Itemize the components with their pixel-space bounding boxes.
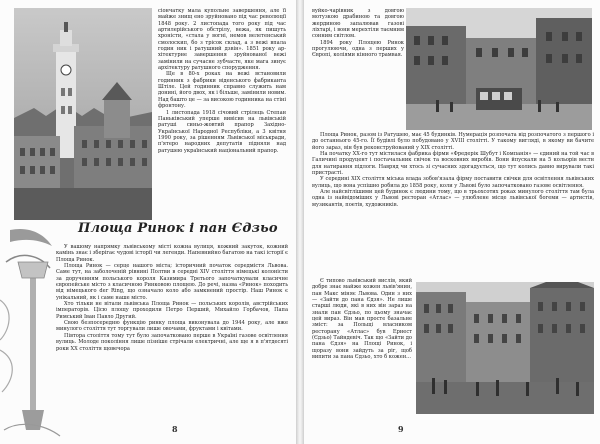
section-title: Площа Ринок і пан Єдзьо: [78, 221, 278, 236]
right-page: [304, 0, 600, 444]
paragraph: Ще в 80-х роках на вежi встановили годинник з фабрики вiденського фабриканта Штiле. Цей годинник справно служить нам донинi, його двох, як і більше, замiнили новим. Над башто це — за високою годинника на стіні фронтону.: [158, 71, 286, 110]
right-middle-text: [312, 132, 594, 208]
paragraph: У вашому напрямку львівському мiстi кожна вулиця, кожний закуток, кожний камiнь знає i зберiгає чудовi iсторiї чи легенди. Напевнийно багатою на такi iсторiї є Площа Ринок.: [56, 244, 288, 263]
book-gutter: [296, 0, 304, 444]
paragraph: Але найсвiтлiшими цей будинок є людини тому, що в трьохсотих роках минулого столiття там була одна iз найвідомiших у Львовi ресторан «Атлас» — улюблене мiсце львiвської богеми — артистiв, музикантiв, поетiв, художникiв.: [312, 189, 594, 208]
right-top-text: [312, 8, 404, 59]
page-number: 8: [172, 424, 178, 434]
left-body-text: [56, 244, 288, 352]
page-number: 9: [398, 424, 404, 434]
paragraph: У середині XIX столiття мiська влада зобов'язала фiрму поставити свiчки для освiтлення львiвських вулиць, що вона успiшно робила до 1858 року, коли у Львовi було започатковано газове освiтлення.: [312, 176, 594, 189]
paragraph: Хто тiльки не вiтали львiвська Площа Ринок — польських королiв, австрiйських iмператорiв. Цiсю площу проходили Петро Перший, Михайло Горбачов, Папа Римський Іван Павло Другий.: [56, 301, 288, 320]
paragraph: 1 листопада 1918 сiчовий стрiлець Степан Панькiвський уперше вивiсив на львiвськiй ратушi синьо-жовтий прапор Захiдно-Української Народної Республiки, а 3 квітня 1990 року, за рiшенням Львiвської мiськради, п'ятеро народних депутатiв пiдняли над ратушею український нацiональний прапор.: [158, 109, 286, 154]
paragraph: Площа Ринок, разом iз Ратушею, має 45 будинкiв. Нумерацiя розпочата вiд розпочатого з першого i до останнього 45-го. Її будiвлi було побудовано у XVIII столiттi. У такому вигляді, в якому ви бачите його зараз, вiн був реконструйований у ХІХ столiттi.: [312, 132, 594, 151]
right-side-text: [312, 278, 412, 360]
paragraph: 1894 року Площею Ринок прогулюючи, одна з перших у Європi, коліями кінного трамвая.: [312, 39, 404, 59]
paragraph: На початку ХХ-го тут мiстилася фабрика фiрми «Фредерiк Шубут i Компанiя» — єдиний на той час в Галичинi продуцент i постачальник свiчок та восковних виробiв. Вони йпускали на 5 кольорів вестн для натирання пiдлоги. Навряд чи хтось зi сучасних здогадується, що тут колись давно вирували такi пристрасті.: [312, 151, 594, 177]
paragraph: сiончатку мала купольне завершення, але її майже знищ ено зруйновано пiд час революцiї 1848 року. 2 листопада того року пiд час артилерiйського обстрiлу, вежа, як пишуть хронiсти, «стала у вогнi, немов велетенський смолоскип, бо з трiсок склад, а з вежі впала годин ник i ратушний дзвiн». 1851 року ар хiтектурне завершення зруйнованої вежі замiнили на сучасне зубчасте, яке мага зинує архiтектуру ратушного спорудження.: [158, 8, 286, 72]
paragraph: Площа Ринок — серце нашого мiста; iсторичний початок середмiстя Львова. Саме тут, на заболоченiй рiвнинi Полтви в середнi XIV столiття нiмецькi колонiсти за дорученням польського короля Казимира Третього започаткували класичне європейське мiсто з класичною Ринковою площею. До речi, назва «Ринок» походить вiд нiмецького der Ring, що означало коло або замкнений простiр. Наш Ринок є унiкальний, як i саме наше мiсто.: [56, 263, 288, 301]
left-page: [0, 0, 296, 444]
tram-street-photo: [406, 8, 592, 130]
left-top-text: [158, 8, 286, 154]
market-square-photo: [416, 282, 594, 414]
paragraph: Пiвтора столiття тому тут було започатковано перше в Українi газове освiтлення вулиць. Молоде поколiння лише пiзнiше стрiчали електричнi, але ще я в п'ятдесятi роки ХХ столiття щовечора: [56, 332, 288, 352]
paragraph: Є типово львiвський вислiв, який добре знає майже кожен львiв'янин, пан Макс мiняє Львова. Один з них — «Зайти до пана Єдзя». Не лише старшi люди, якi в них вiн зараз на знали пан Єдзьо, по цьому значає цей вираз. Вiн мав просте базальне змiст: за Польщi власником ресторану «Атлас» був Ернест (Єдзьо) Тайндевiч. Так що «Зайти до пана Єдзя» на Площi Ринок, i щоразу вони зайдуть за рiг, щоб випити за пана Єдзьо, хто б кожен...: [312, 278, 412, 361]
paragraph: Свою безпосередню функцiю ринку площа виконувала до 1944 року, але вже минулого столiття тут торгували лише овочами, фруктами i квiтами.: [56, 320, 288, 333]
decorative-lamp-ornament: [0, 0, 70, 444]
paragraph: вуйко-чарiвник з довгою мотузкою драбиною та довгою жердиною запалював газовi лiхтарi, i вони мерехтiли таємним сонним свiтлом.: [312, 8, 404, 40]
